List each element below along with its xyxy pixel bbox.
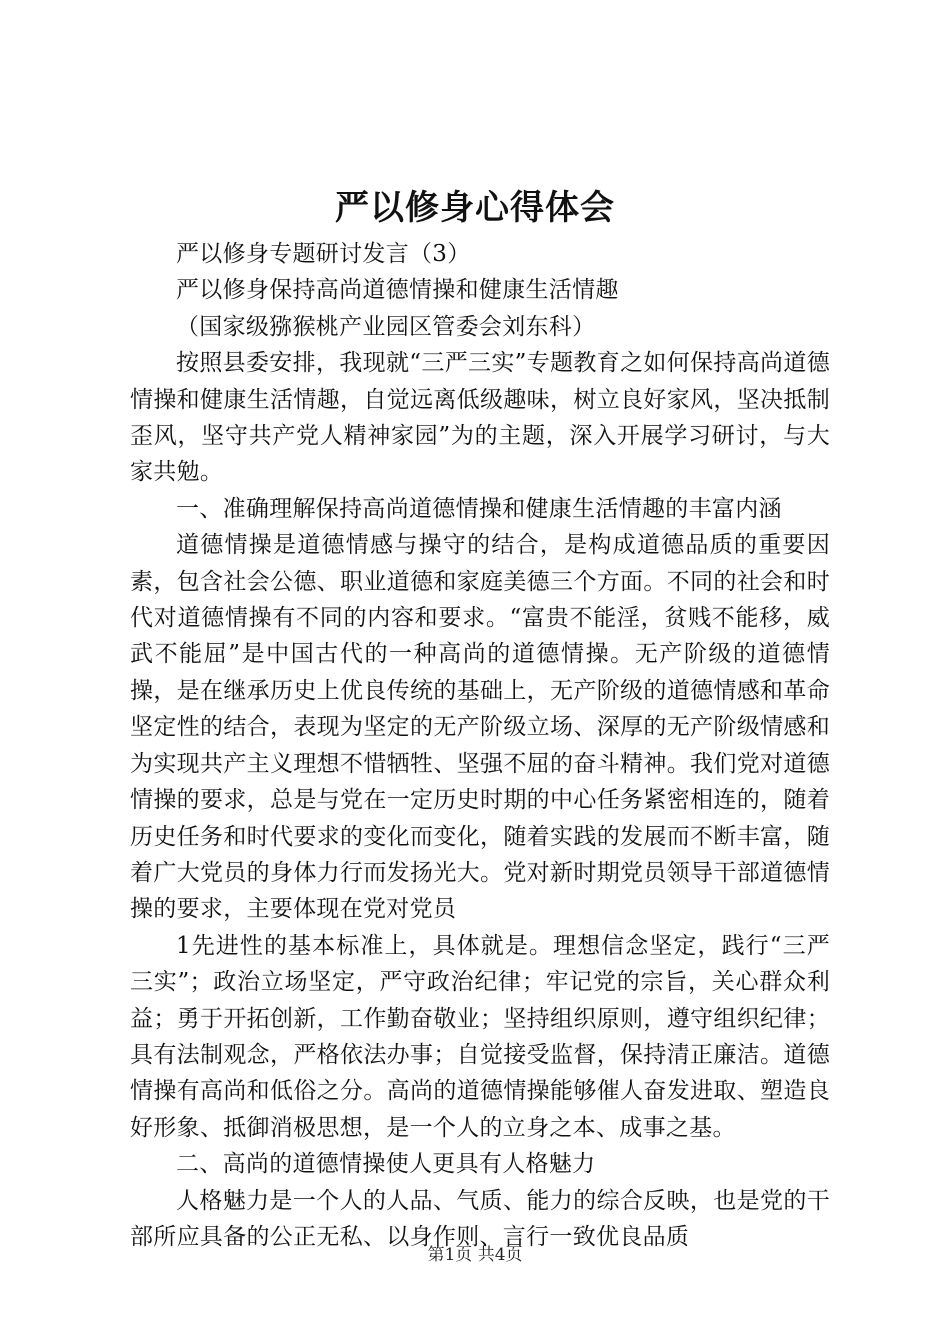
paragraph-body-1: 道德情操是道德情感与操守的结合，是构成道德品质的重要因素，包含社会公德、职业道德和家庭美德三个方面。不同的社会和时代对道德情操有不同的内容和要求。“富贵不能淫，贫贱不能移，威武不能屈”是中国古代的一种高尚的道德情操。无产阶级的道德情操，是在继承历史上优良传统的基础上，无产阶级的道德情感和革命坚定性的结合，表现为坚定的无产阶级立场、深厚的无产阶级情感和为实现共产主义理想不惜牺牲、坚强不屈的奋斗精神。我们党对道德情操的要求，总是与党在一定历史时期的中心任务紧密相连的，随着历史任务和时代要求的变化而变化，随着实践的发展而不断丰富，随着广大党员的身体力行而发扬光大。党对新时期党员领导干部道德情操的要求，主要体现在党对党员 bbox=[130, 532, 830, 923]
paragraph-heading: 严以修身保持高尚道德情操和健康生活情趣 bbox=[176, 277, 619, 304]
paragraph-intro: 按照县委安排，我现就“三严三实”专题教育之如何保持高尚道德情操和健康生活情趣，自觉远离低级趣味，树立良好家风，坚决抵制歪风，坚守共产党人精神家园”为的主题，深入开展学习研讨，与大家共勉。 bbox=[130, 350, 830, 486]
section-heading-1: 一、准确理解保持高尚道德情操和健康生活情趣的丰富内涵 bbox=[176, 495, 782, 522]
section-heading-2: 二、高尚的道德情操使人更具有人格魅力 bbox=[176, 1151, 596, 1178]
page-number-footer: 第1页 共4页 bbox=[427, 1245, 523, 1265]
document-title: 严以修身心得体会 bbox=[335, 188, 615, 228]
paragraph-subtitle: 严以修身专题研讨发言（3） bbox=[176, 241, 471, 267]
paragraph-author: （国家级猕猴桃产业园区管委会刘东科） bbox=[176, 313, 596, 340]
paragraph-body-3: 人格魅力是一个人的人品、气质、能力的综合反映，也是党的干部所应具备的公正无私、以身作则、言行一致优良品质 bbox=[130, 1187, 830, 1250]
paragraph-body-2: 1先进性的基本标准上，具体就是。理想信念坚定，践行“三严三实”；政治立场坚定，严守政治纪律；牢记党的宗旨，关心群众利益；勇于开拓创新，工作勤奋敬业；坚持组织原则，遵守组织纪律；具有法制观念，严格依法办事；自觉接受监督，保持清正廉洁。道德情操有高尚和低俗之分。高尚的道德情操能够催人奋发进取、塑造良好形象、抵御消极思想，是一个人的立身之本、成事之基。 bbox=[130, 932, 830, 1141]
document-body bbox=[130, 236, 830, 1255]
